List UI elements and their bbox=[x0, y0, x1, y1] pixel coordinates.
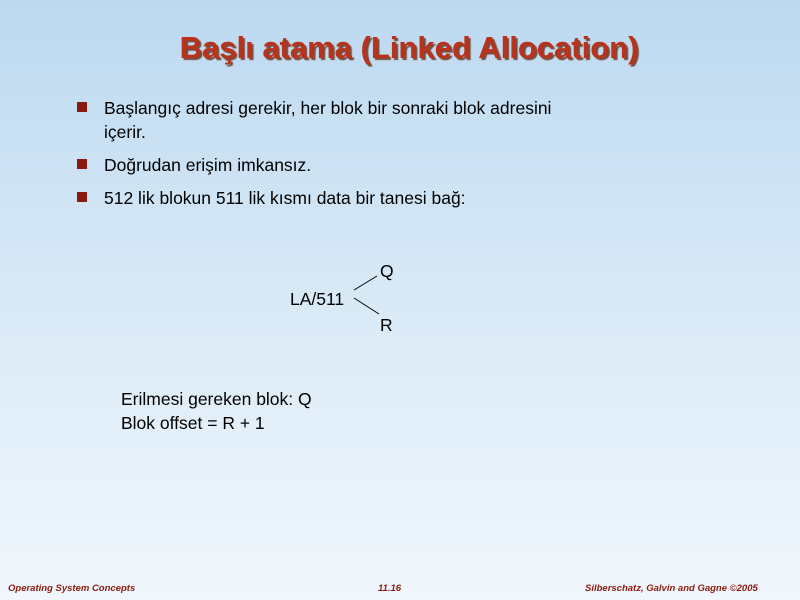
bullet-text: Doğrudan erişim imkansız. bbox=[104, 155, 312, 175]
footer-page-number: 11.16 bbox=[378, 583, 402, 594]
quotient-branch-line bbox=[354, 276, 377, 290]
remainder-branch-line bbox=[354, 298, 379, 314]
bullet-text-line2: içerir. bbox=[104, 122, 146, 142]
calc-line-block: Erilmesi gereken blok: Q bbox=[121, 389, 312, 409]
slide-title: Başlı atama (Linked Allocation) bbox=[179, 30, 639, 65]
calc-line-offset: Blok offset = R + 1 bbox=[121, 413, 265, 433]
calculation-block bbox=[121, 387, 312, 435]
dividend-label: LA/511 bbox=[290, 289, 345, 309]
footer-book-title: Operating System Concepts bbox=[8, 583, 136, 594]
quotient-label: Q bbox=[380, 261, 394, 281]
footer-authors: Silberschatz, Galvin and Gagne ©2005 bbox=[585, 583, 758, 594]
bullet-text: 512 lik blokun 511 lik kısmı data bir tanesi bağ: bbox=[104, 188, 466, 208]
bullet-text-line1: Başlangıç adresi gerekir, her blok bir sonraki blok adresini bbox=[104, 98, 552, 118]
remainder-label: R bbox=[380, 315, 393, 335]
